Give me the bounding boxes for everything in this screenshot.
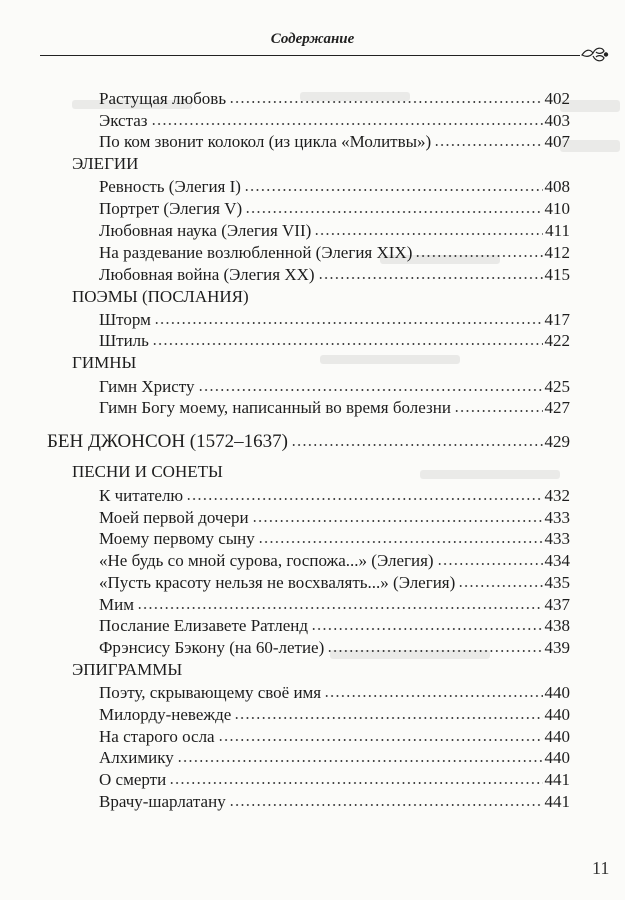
toc-entry[interactable]: Любовная наука (Элегия VII) 411 [99,221,570,240]
section-heading-hymns[interactable]: ГИМНЫ [72,353,137,372]
section-heading-poems[interactable]: ПОЭМЫ (ПОСЛАНИЯ) [72,287,249,306]
toc-entry[interactable]: Алхимику 440 [99,748,570,767]
toc-entry[interactable]: Мим 437 [99,595,570,614]
toc-entry[interactable]: По ком звонит колокол (из цикла «Молитвы») 407 [99,132,570,151]
toc-entry[interactable]: На старого осла 440 [99,727,570,746]
section-heading-elegies[interactable]: ЭЛЕГИИ [72,154,139,173]
toc-entry[interactable]: «Не будь со мной сурова, госпожа...» (Элегия) 434 [99,551,570,570]
author-entry-jonson[interactable]: БЕН ДЖОНСОН (1572–1637) 429 [47,431,570,452]
header-ornament-icon [580,42,610,68]
toc-entry[interactable]: Любовная война (Элегия XX) 415 [99,265,570,284]
toc-entry[interactable]: Милорду-невежде 440 [99,705,570,724]
toc-entry[interactable]: Врачу-шарлатану 441 [99,792,570,811]
section-heading-songs[interactable]: ПЕСНИ И СОНЕТЫ [72,462,223,481]
toc-entry[interactable]: Моей первой дочери 433 [99,508,570,527]
toc-entry[interactable]: Растущая любовь 402 [99,89,570,108]
toc-entry[interactable]: На раздевание возлюбленной (Элегия XIX) 412 [99,243,570,262]
section-heading-epigrams[interactable]: ЭПИГРАММЫ [72,660,183,679]
toc-entry[interactable]: Моему первому сыну 433 [99,529,570,548]
toc-entry[interactable]: Поэту, скрывающему своё имя 440 [99,683,570,702]
page-number: 11 [592,858,610,878]
toc-entry[interactable]: О смерти 441 [99,770,570,789]
toc-entry[interactable]: Экстаз 403 [99,111,570,130]
toc-entry[interactable]: Гимн Богу моему, написанный во время болезни 427 [99,398,570,417]
toc-entry[interactable]: К читателю 432 [99,486,570,505]
toc-entry[interactable]: Гимн Христу 425 [99,377,570,396]
toc-entry[interactable]: «Пусть красоту нельзя не восхвалять...» (Элегия) 435 [99,573,570,592]
toc-entry[interactable]: Штиль 422 [99,331,570,350]
toc-entry[interactable]: Ревность (Элегия I) 408 [99,177,570,196]
toc-entry[interactable]: Шторм 417 [99,310,570,329]
toc-entry[interactable]: Портрет (Элегия V) 410 [99,199,570,218]
header-rule [40,55,580,56]
toc-entry[interactable]: Фрэнсису Бэкону (на 60-летие) 439 [99,638,570,657]
running-header-title: Содержание [270,31,355,47]
toc-entry[interactable]: Послание Елизавете Ратленд 438 [99,616,570,635]
